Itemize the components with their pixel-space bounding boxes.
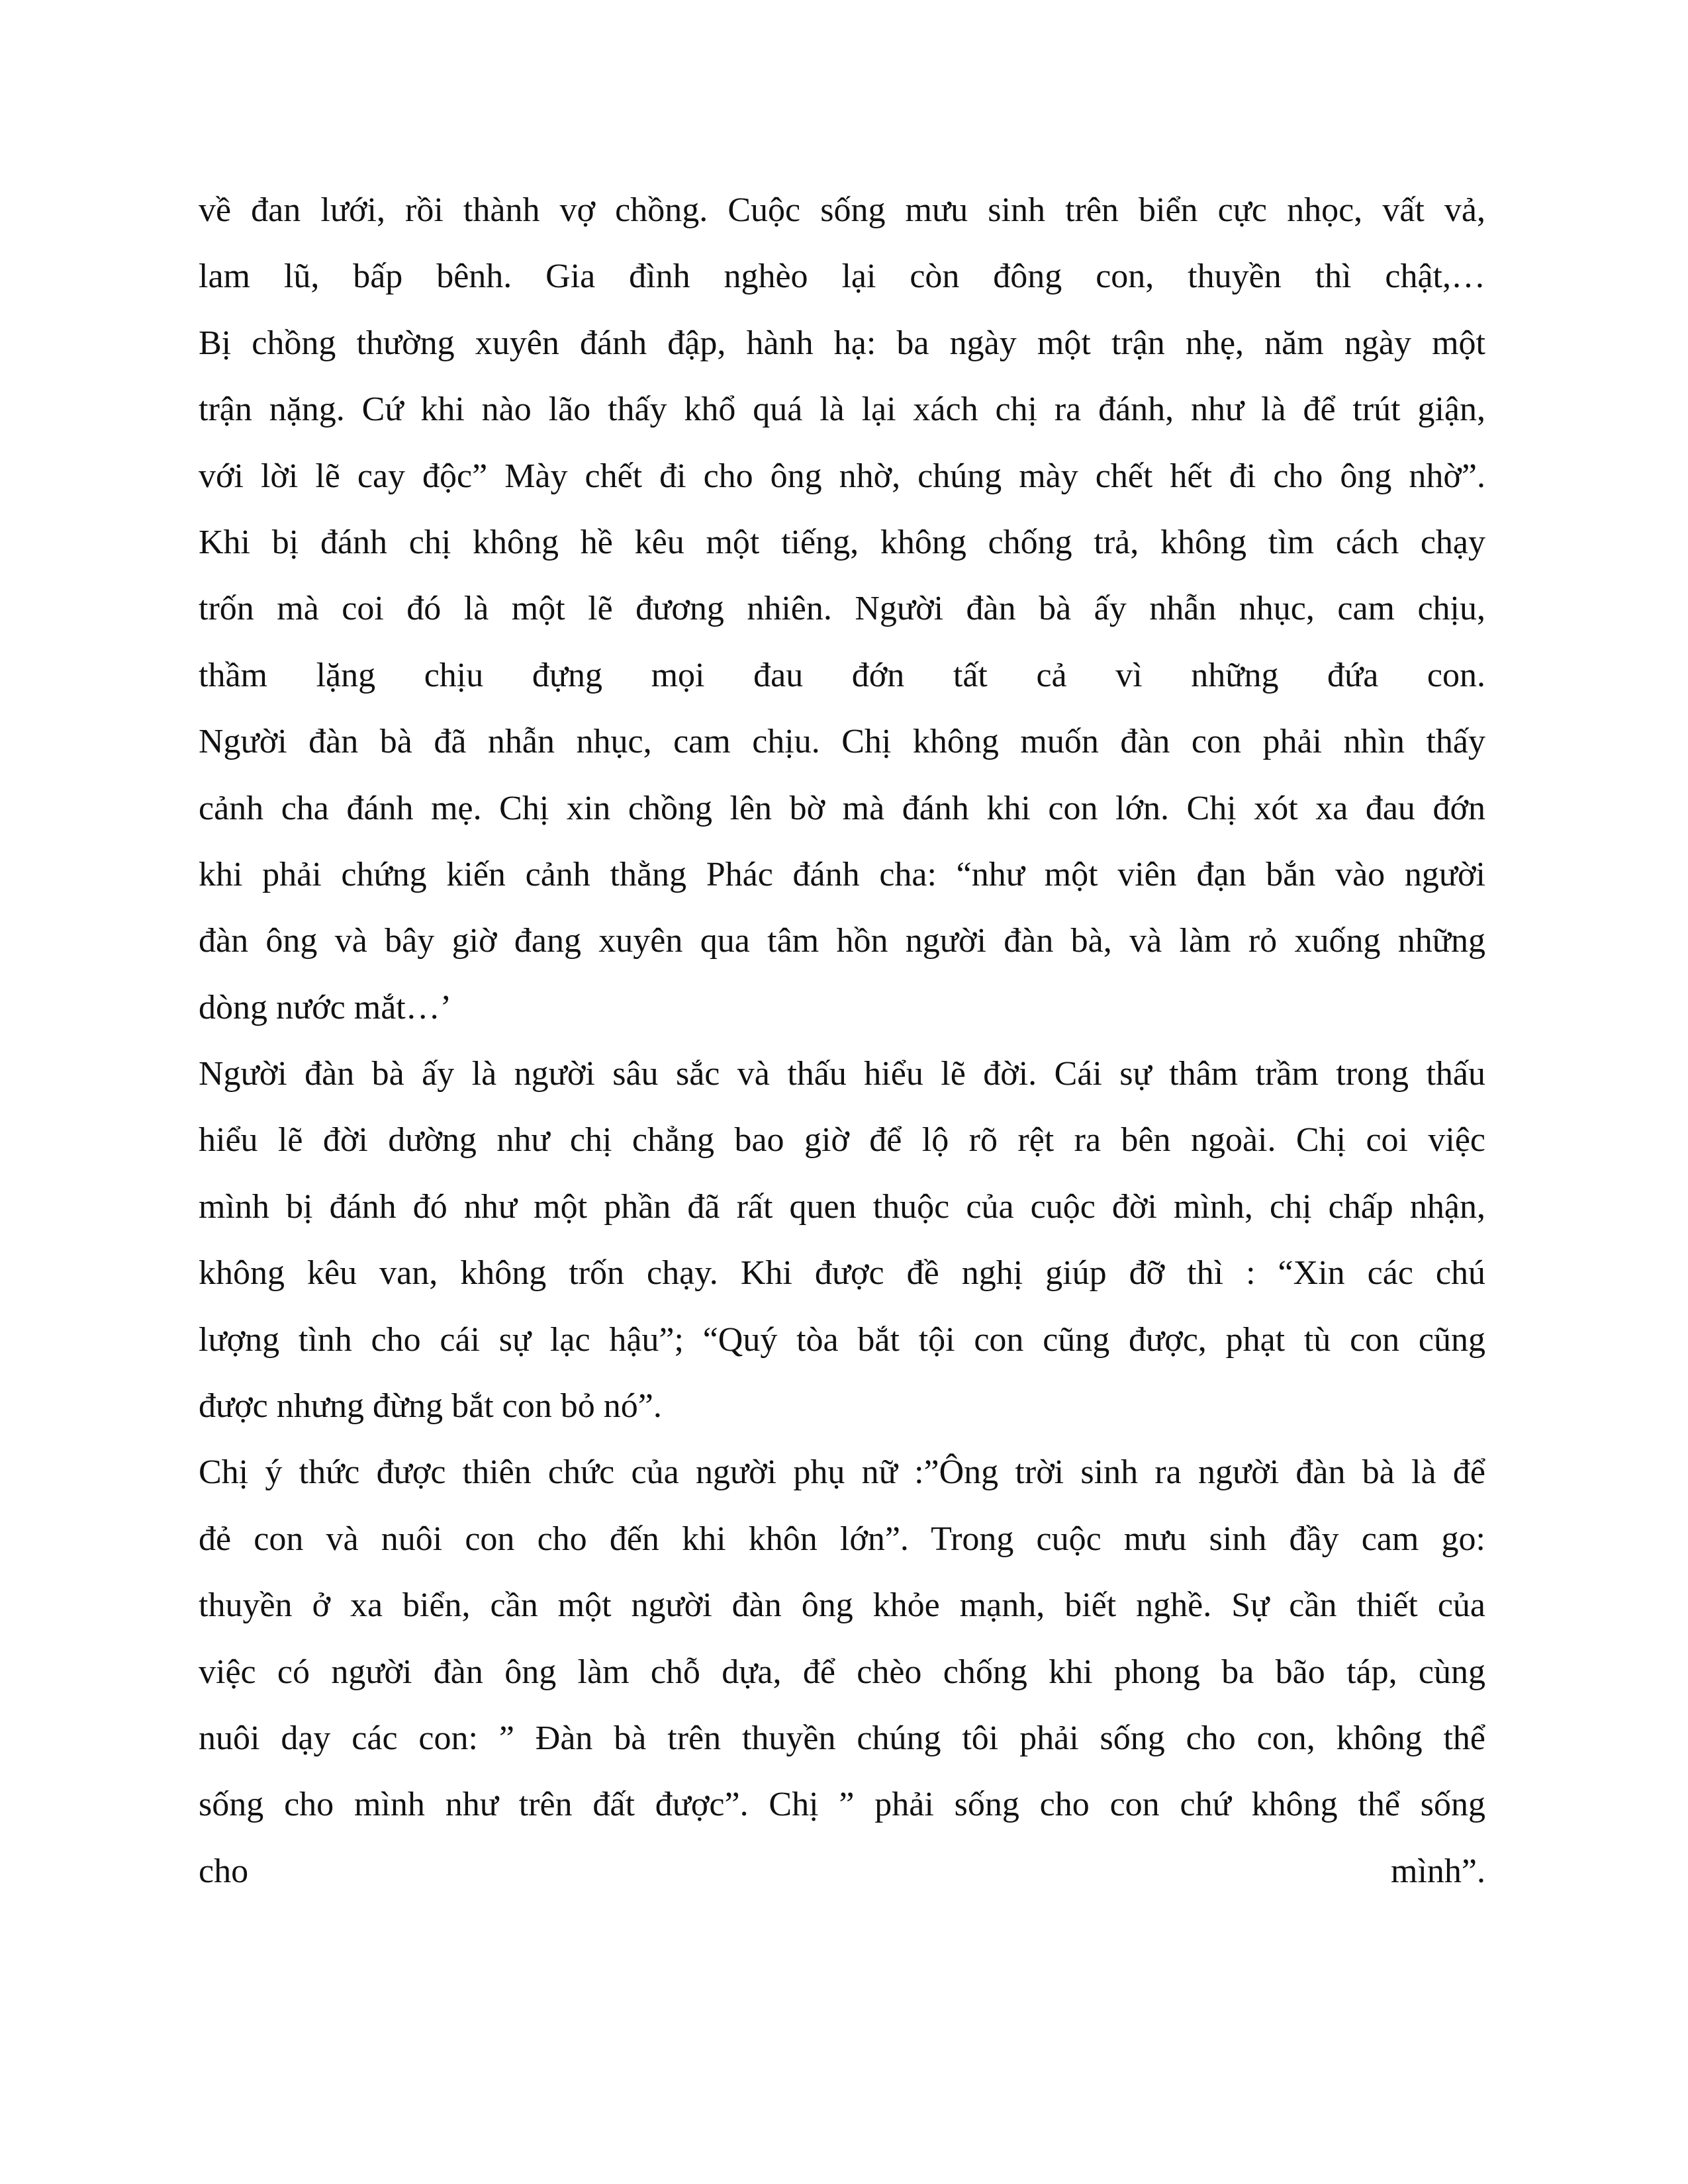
text-line: trốn mà coi đó là một lẽ đương nhiên. Người đàn bà ấy nhẫn nhục, cam chịu, bbox=[199, 590, 1485, 628]
text-line: thuyền ở xa biển, cần một người đàn ông khỏe mạnh, biết nghề. Sự cần thiết của bbox=[199, 1586, 1485, 1625]
text-line: Người đàn bà đã nhẫn nhục, cam chịu. Chị không muốn đàn con phải nhìn thấy bbox=[199, 723, 1485, 761]
text-line: đẻ con và nuôi con cho đến khi khôn lớn”. Trong cuộc mưu sinh đầy cam go: bbox=[199, 1520, 1485, 1558]
text-line: lượng tình cho cái sự lạc hậu”; “Quý tòa bắt tội con cũng được, phạt tù con cũng bbox=[199, 1320, 1485, 1359]
text-line: lam lũ, bấp bênh. Gia đình nghèo lại còn đông con, thuyền thì chật,… bbox=[199, 257, 1485, 296]
text-line: không kêu van, không trốn chạy. Khi được đề nghị giúp đỡ thì : “Xin các chú bbox=[199, 1254, 1485, 1293]
text-line: được nhưng đừng bắt con bỏ nó”. bbox=[199, 1387, 662, 1426]
text-line: nuôi dạy các con: ” Đàn bà trên thuyền chúng tôi phải sống cho con, không thể bbox=[199, 1719, 1485, 1757]
body-text bbox=[199, 177, 1485, 1905]
text-line: Khi bị đánh chị không hề kêu một tiếng, không chống trả, không tìm cách chạy bbox=[199, 523, 1485, 561]
text-line: trận nặng. Cứ khi nào lão thấy khổ quá là lại xách chị ra đánh, như là để trút giận, bbox=[199, 390, 1485, 429]
text-line: cho mình”. bbox=[199, 1852, 1485, 1890]
text-line: Chị ý thức được thiên chức của người phụ nữ :”Ông trời sinh ra người đàn bà là để bbox=[199, 1453, 1485, 1492]
text-line: Người đàn bà ấy là người sâu sắc và thấu hiểu lẽ đời. Cái sự thâm trầm trong thấu bbox=[199, 1055, 1485, 1093]
text-line: đàn ông và bây giờ đang xuyên qua tâm hồn người đàn bà, và làm rỏ xuống những bbox=[199, 922, 1485, 960]
text-line: dòng nước mắt…’ bbox=[199, 988, 452, 1026]
text-line: với lời lẽ cay độc” Mày chết đi cho ông nhờ, chúng mày chết hết đi cho ông nhờ”. bbox=[199, 457, 1485, 495]
text-line: khi phải chứng kiến cảnh thằng Phác đánh cha: “như một viên đạn bắn vào người bbox=[199, 855, 1485, 893]
text-line: thầm lặng chịu đựng mọi đau đớn tất cả vì những đứa con. bbox=[199, 656, 1485, 694]
text-line: việc có người đàn ông làm chỗ dựa, để chèo chống khi phong ba bão táp, cùng bbox=[199, 1653, 1485, 1691]
text-line: sống cho mình như trên đất được”. Chị ” phải sống cho con chứ không thể sống bbox=[199, 1786, 1485, 1824]
text-line: mình bị đánh đó như một phần đã rất quen thuộc của cuộc đời mình, chị chấp nhận, bbox=[199, 1187, 1485, 1226]
text-line: Bị chồng thường xuyên đánh đập, hành hạ: ba ngày một trận nhẹ, năm ngày một bbox=[199, 324, 1485, 362]
text-line: về đan lưới, rồi thành vợ chồng. Cuộc sống mưu sinh trên biển cực nhọc, vất vả, bbox=[199, 191, 1485, 229]
text-line: cảnh cha đánh mẹ. Chị xin chồng lên bờ mà đánh khi con lớn. Chị xót xa đau đớn bbox=[199, 789, 1485, 827]
text-line: hiểu lẽ đời dường như chị chẳng bao giờ để lộ rõ rệt ra bên ngoài. Chị coi việc bbox=[199, 1121, 1485, 1160]
